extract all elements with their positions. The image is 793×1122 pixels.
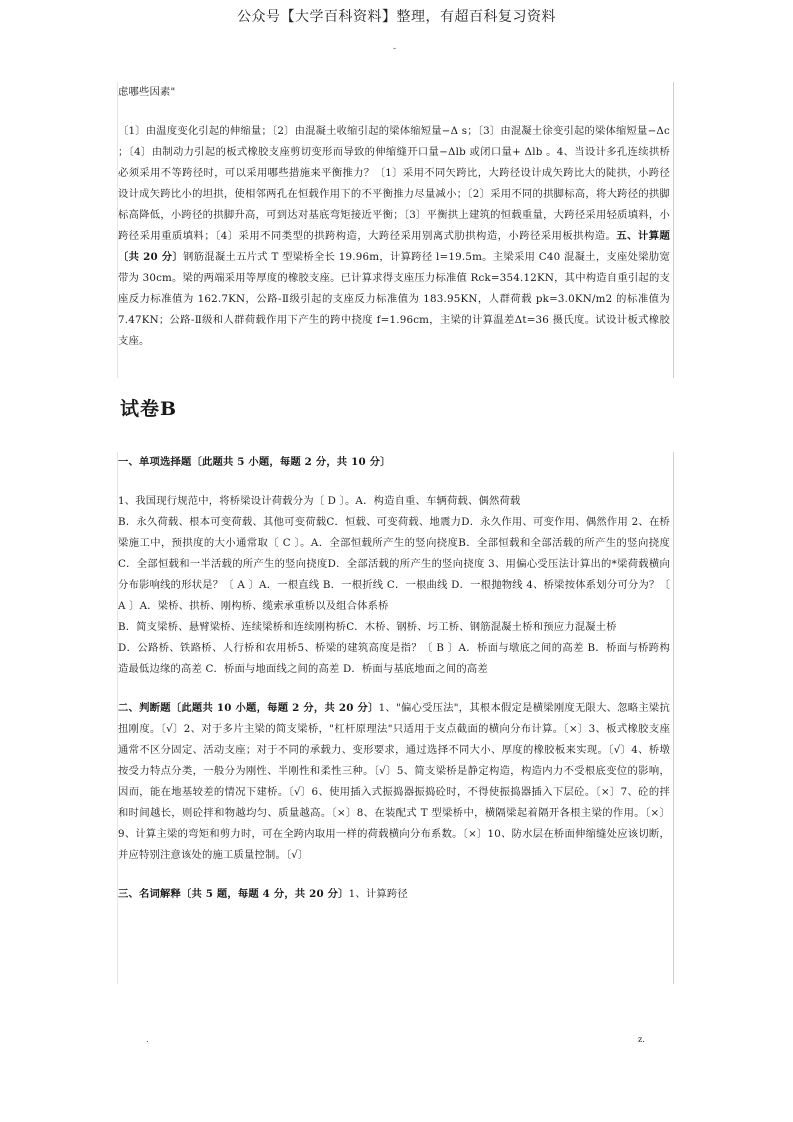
- single-choice-q4-options: B．简支梁桥、悬臂梁桥、连续梁桥和连续刚构桥C．木桥、钢桥、圬工桥、钢筋混凝土桥和预应力混凝土桥: [118, 621, 617, 633]
- single-choice-q5: D．公路桥、铁路桥、人行桥和农用桥5、桥梁的建筑高度是指？〔 B 〕A．桥面与墩底之间的高差 B．桥面与桥跨构造最低边缘的高差 C．桥面与地面线之间的高差 D．桥面与基底地面之间的高差: [118, 642, 670, 675]
- footer-left-mark: .: [146, 1035, 149, 1044]
- exam-b-title: 试卷B: [120, 398, 178, 420]
- single-choice-q1: 1、我国现行规范中，将桥梁设计荷载分为〔 D 〕。A．构造自重、车辆荷载、偶然荷载: [118, 495, 521, 507]
- term-heading: 三、名词解释〔共 5 题，每题 4 分，共 20 分〕: [118, 888, 349, 900]
- judge-heading: 二、判断题〔此题共 10 小题，每题 2 分，共 20 分〕: [118, 702, 379, 714]
- judge-paragraph: [118, 698, 670, 866]
- single-choice-q2-q4: B．永久荷载、根本可变荷载、其他可变荷载C．恒载、可变荷载、地震力D．永久作用、可变作用、偶然作用 2、在桥梁施工中，预拱度的大小通常取〔 C 〕。A．全部恒载所产生的竖向挠度B．全部恒载和全部活载的所产生的竖向挠度C．全部恒载和一半活载的所产生的竖向挠度D．全部活载的所产生的竖向挠度 3、用偏心受压法计算出的*梁荷载横向分布影响线的形状是？〔 A 〕A．一根直线 B．一根折线 C．一根曲线 D．一根抛物线 4、桥梁按体系划分可分为？〔 A 〕A．梁桥、拱桥、刚构桥、缆索承重桥以及组合体系桥: [118, 516, 670, 612]
- answer-paragraph: [118, 121, 670, 352]
- term-text: 1、计算跨径: [348, 888, 408, 900]
- calc-text: 钢筋混凝土五片式 T 型梁桥全长 19.96m，计算跨径 l=19.5m。主梁采用 C40 混凝土，支座处梁肋宽带为 30cm。梁的两端采用等厚度的橡胶支座。已计算求得支座压力标准值 Rck=354.12KN，其中构造自重引起的支座反力标准值为 162.7KN，公路-Ⅱ级引起的支座反力标准值为 183.95KN，人群荷载 pk=3.0KN/m2 的标准值为 7.47KN；公路-Ⅱ级和人群荷载作用下产生的跨中挠度 f=1.96cm，主梁的计算温差Δt=36 摄氏度。试设计板式橡胶支座。: [118, 251, 670, 347]
- document-header: 公众号【大学百科资料】整理，有超百科复习资料: [237, 9, 556, 25]
- calc-heading: 五、计算题〔共 20 分〕: [118, 230, 670, 263]
- page-marker: -: [393, 44, 397, 54]
- single-choice-heading: 一、单项选择题〔此题共 5 小题，每题 2 分，共 10 分〕: [118, 456, 391, 468]
- section-b-block: [117, 452, 674, 984]
- term-paragraph: [118, 884, 670, 905]
- section-a-block: [117, 82, 674, 378]
- footer-right-mark: z.: [638, 1035, 645, 1044]
- judge-text: 1、"偏心受压法"，其根本假定是横梁刚度无限大、忽略主梁抗扭刚度。〔√〕2、对于多片主梁的简支梁桥，"杠杆原理法"只适用于支点截面的横向分布计算。〔×〕3、板式橡胶支座通常不区分固定、活动支座；对于不同的承载力、变形要求，通过选择不同大小、厚度的橡胶板来实现。〔√〕4、桥墩按受力特点分类，一般分为刚性、半刚性和柔性三种。〔√〕5、简支梁桥是静定构造，构造内力不受根底变位的影响，因而，能在地基较差的情况下建桥。〔√〕6、使用插入式振捣器振捣砼时，不得使振捣器插入下层砼。〔×〕7、砼的拌和时间越长，则砼拌和物越均匀、质量越高。〔×〕8、在装配式 T 型梁桥中，横隔梁起着隔开各根主梁的作用。〔×〕9、计算主梁的弯矩和剪力时，可在全跨内取用一样的荷载横向分布系数。〔×〕10、防水层在桥面伸缩缝处应该切断，并应特别注意该处的施工质量控制。〔√〕: [118, 702, 670, 861]
- answer-text: 〔1〕由温度变化引起的伸缩量；〔2〕由混凝土收缩引起的梁体缩短量−Δ s；〔3〕由混凝土徐变引起的梁体缩短量−Δc ；〔4〕由制动力引起的板式橡胶支座剪切变形而导致的伸缩缝开口量−Δlb 或闭口量+ Δlb 。4、当设计多孔连续拱桥必须采用不等跨径时，可以采用哪些措施来平衡推力？〔1〕采用不同矢跨比，大跨径设计成矢跨比大的陡拱，小跨径设计成矢跨比小的坦拱，使相邻两孔在恒载作用下的不平衡推力尽量减小；〔2〕采用不同的拱脚标高，将大跨径的拱脚标高降低，小跨径的拱脚升高，可到达对基底弯矩接近平衡；〔3〕平衡拱上建筑的恒载重量，大跨径采用轻质填料，小跨径采用重质填料；〔4〕采用不同类型的拱跨构造，大跨径采用别离式肋拱构造，小跨径采用板拱构造。: [118, 125, 670, 242]
- continuation-line: 虑哪些因素": [118, 86, 176, 98]
